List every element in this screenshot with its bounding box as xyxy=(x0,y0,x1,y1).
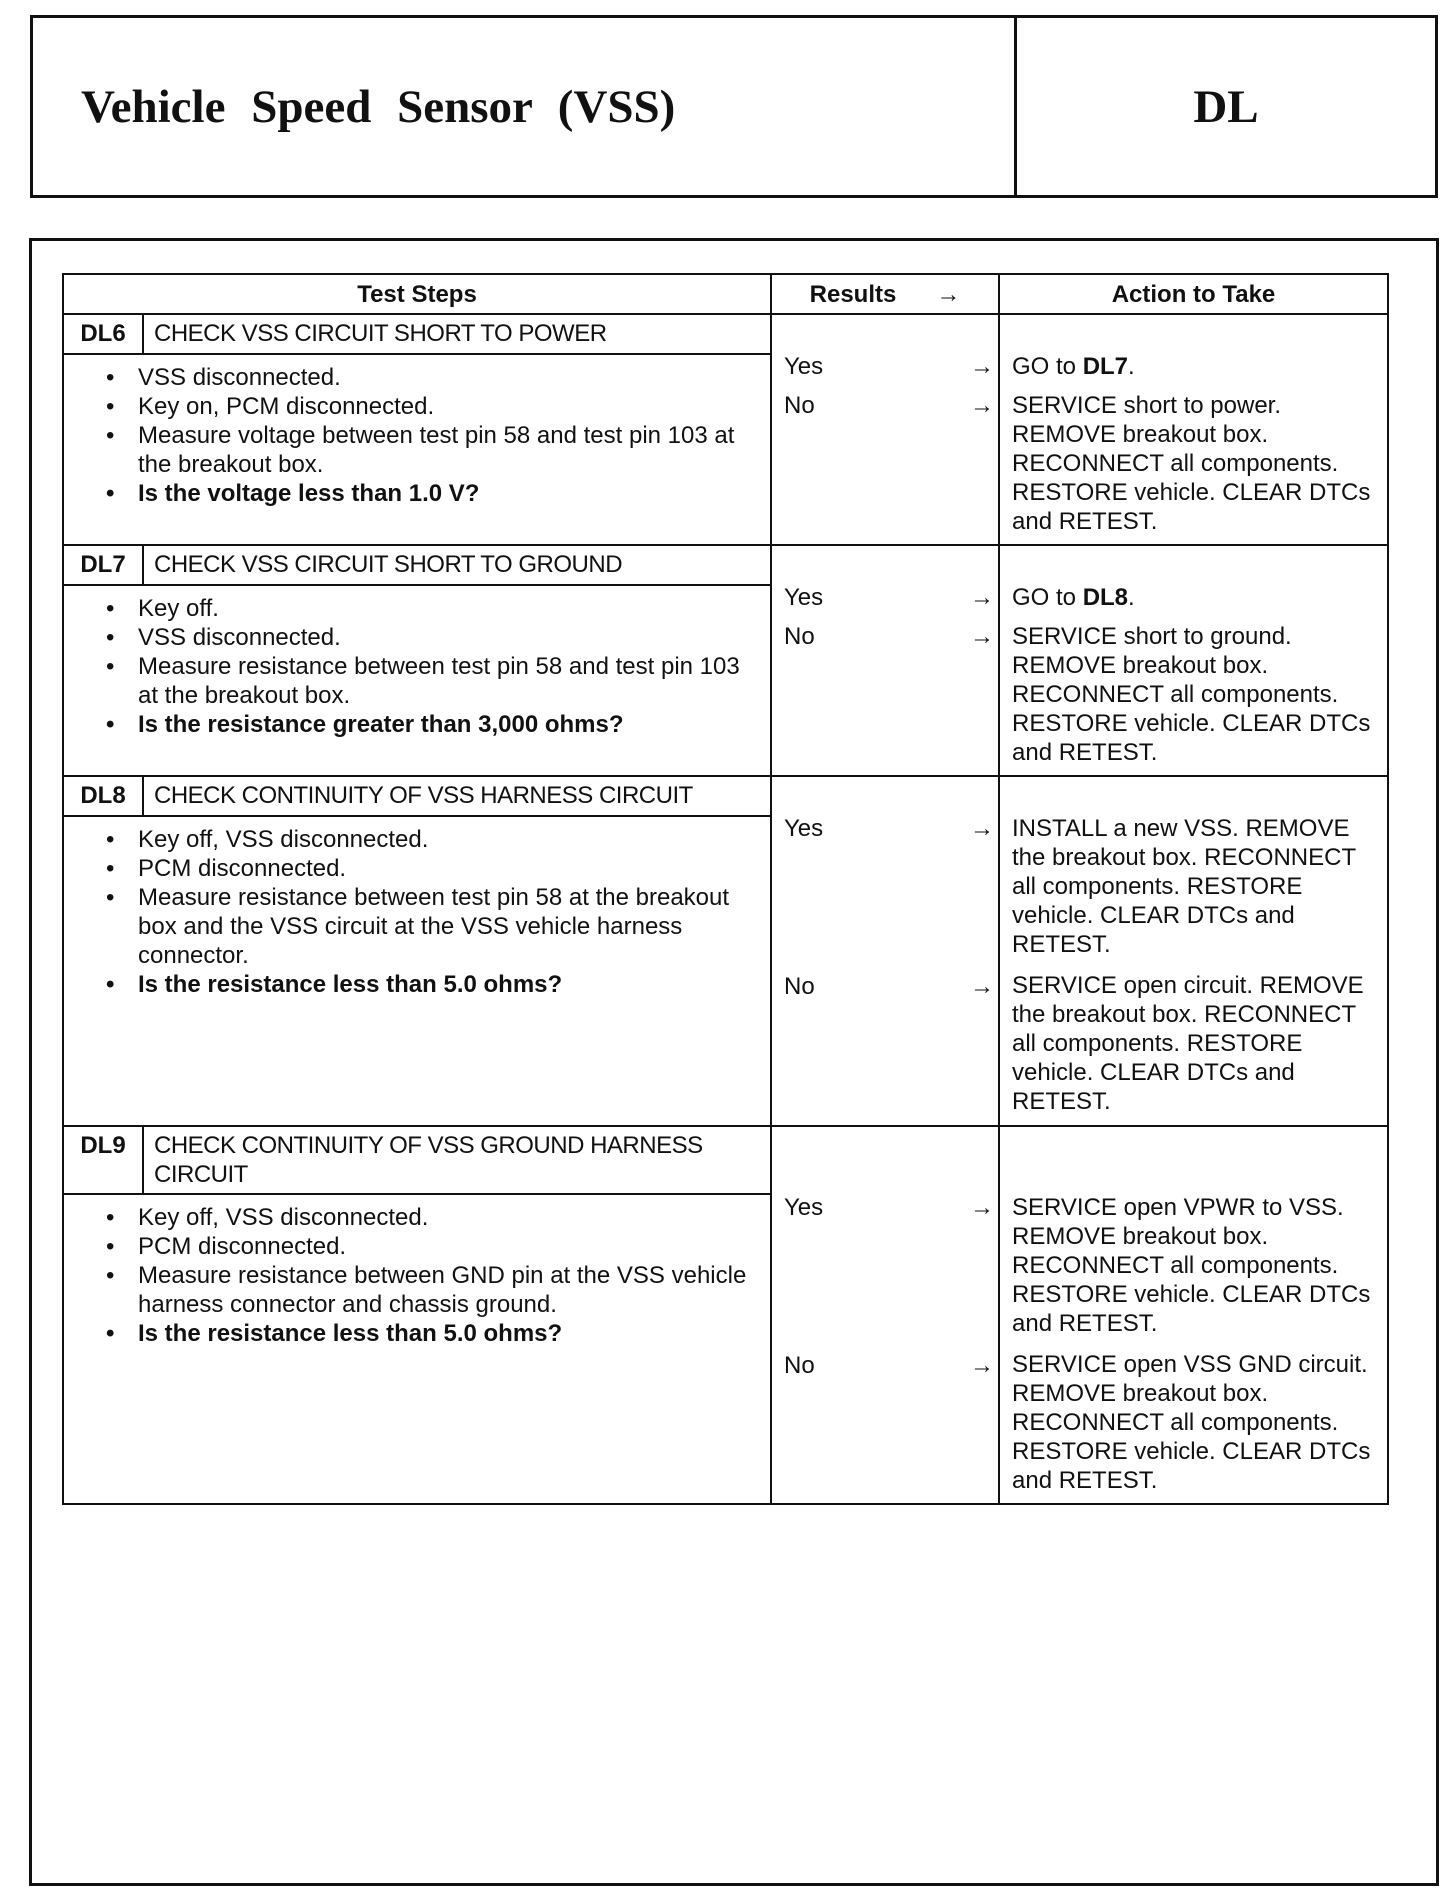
result-yes xyxy=(772,1193,998,1222)
table-row xyxy=(63,776,1388,816)
step-code: DL9 xyxy=(63,1126,143,1194)
action-no: SERVICE short to ground. REMOVE breakout box. RECONNECT all components. RESTORE vehicle. CLEAR DTCs and RETEST. xyxy=(1012,623,1371,766)
action-cell xyxy=(999,545,1388,776)
list-item: • VSS disconnected. xyxy=(100,363,758,392)
header-action: Action to Take xyxy=(999,274,1388,314)
action-cell xyxy=(999,314,1388,545)
step-procedure xyxy=(63,1194,771,1504)
list-item: • Key off. xyxy=(100,594,758,623)
result-label: No xyxy=(784,623,815,650)
action-text: . xyxy=(1128,353,1135,380)
test-steps-table xyxy=(62,273,1389,1505)
result-no xyxy=(772,972,998,1001)
list-item: • Measure voltage between test pin 58 and test pin 103 at the breakout box. xyxy=(100,421,758,479)
step-code: DL6 xyxy=(63,314,143,354)
list-item: • Measure resistance between test pin 58 and test pin 103 at the breakout box. xyxy=(100,652,758,710)
list-item: • PCM disconnected. xyxy=(100,854,758,883)
results-cell xyxy=(771,545,999,776)
arrow-icon: → xyxy=(936,280,961,308)
results-cell xyxy=(771,776,999,1126)
arrow-icon: → xyxy=(970,353,994,380)
header-results-label: Results xyxy=(809,280,897,308)
step-code: DL8 xyxy=(63,776,143,816)
list-item: • Measure resistance between GND pin at the VSS vehicle harness connector and chassis ground. xyxy=(100,1261,758,1319)
arrow-icon: → xyxy=(970,1194,994,1221)
result-label: No xyxy=(784,392,815,419)
step-check-title: CHECK CONTINUITY OF VSS HARNESS CIRCUIT xyxy=(143,776,771,816)
arrow-icon: → xyxy=(970,623,994,650)
action-no: SERVICE short to power. REMOVE breakout box. RECONNECT all components. RESTORE vehicle. CLEAR DTCs and RETEST. xyxy=(1012,392,1371,535)
step-link: DL8 xyxy=(1082,584,1129,611)
step-link: DL7 xyxy=(1082,353,1129,380)
result-label: Yes xyxy=(784,1194,824,1221)
result-no xyxy=(772,1351,998,1380)
action-no: SERVICE open VSS GND circuit. REMOVE breakout box. RECONNECT all components. RESTORE vehicle. CLEAR DTCs and RETEST. xyxy=(1012,1351,1371,1494)
result-yes xyxy=(772,814,998,843)
list-item: • Key on, PCM disconnected. xyxy=(100,392,758,421)
step-code: DL7 xyxy=(63,545,143,585)
list-item: • Measure resistance between test pin 58 at the breakout box and the VSS circuit at the VSS vehicle harness connector. xyxy=(100,883,758,970)
action-cell xyxy=(999,776,1388,1126)
step-question: • Is the resistance less than 5.0 ohms? xyxy=(100,1319,758,1348)
list-item: • PCM disconnected. xyxy=(100,1232,758,1261)
step-procedure xyxy=(63,816,771,1126)
action-yes xyxy=(1000,583,1387,612)
result-label: No xyxy=(784,1352,815,1379)
action-text: . xyxy=(1128,584,1135,611)
result-yes xyxy=(772,583,998,612)
results-cell xyxy=(771,314,999,545)
arrow-icon: → xyxy=(970,392,994,419)
result-yes xyxy=(772,352,998,381)
list-item: • VSS disconnected. xyxy=(100,623,758,652)
table-row xyxy=(63,545,1388,585)
table-header-row xyxy=(63,274,1388,314)
action-yes: SERVICE open VPWR to VSS. REMOVE breakout box. RECONNECT all components. RESTORE vehicle. CLEAR DTCs and RETEST. xyxy=(1012,1194,1371,1337)
result-label: Yes xyxy=(784,353,824,380)
step-check-title: CHECK CONTINUITY OF VSS GROUND HARNESS CIRCUIT xyxy=(143,1126,771,1194)
step-question: • Is the voltage less than 1.0 V? xyxy=(100,479,758,508)
result-label: Yes xyxy=(784,584,824,611)
action-cell xyxy=(999,1126,1388,1504)
result-label: No xyxy=(784,973,815,1000)
arrow-icon: → xyxy=(970,973,994,1000)
list-item: • Key off, VSS disconnected. xyxy=(100,1203,758,1232)
result-no xyxy=(772,391,998,420)
action-text: GO to xyxy=(1012,584,1083,611)
action-no: SERVICE open circuit. REMOVE the breakout box. RECONNECT all components. RESTORE vehicle. CLEAR DTCs and RETEST. xyxy=(1012,972,1364,1115)
step-question: • Is the resistance less than 5.0 ohms? xyxy=(100,970,758,999)
list-item: • Key off, VSS disconnected. xyxy=(100,825,758,854)
action-text: GO to xyxy=(1012,353,1083,380)
step-check-title: CHECK VSS CIRCUIT SHORT TO GROUND xyxy=(143,545,771,585)
step-check-title: CHECK VSS CIRCUIT SHORT TO POWER xyxy=(143,314,771,354)
step-procedure xyxy=(63,585,771,776)
section-code: DL xyxy=(1014,18,1435,195)
header-test-steps: Test Steps xyxy=(63,274,771,314)
arrow-icon: → xyxy=(970,815,994,842)
header-results xyxy=(771,274,999,314)
result-label: Yes xyxy=(784,815,824,842)
header-box xyxy=(30,15,1438,198)
step-procedure xyxy=(63,354,771,545)
arrow-icon: → xyxy=(970,584,994,611)
step-question: • Is the resistance greater than 3,000 ohms? xyxy=(100,710,758,739)
results-cell xyxy=(771,1126,999,1504)
action-yes: INSTALL a new VSS. REMOVE the breakout box. RECONNECT all components. RESTORE vehicle. CLEAR DTCs and RETEST. xyxy=(1012,815,1356,958)
table-row xyxy=(63,314,1388,354)
result-no xyxy=(772,622,998,651)
page-title: Vehicle Speed Sensor (VSS) xyxy=(81,80,676,133)
action-yes xyxy=(1000,352,1387,381)
table-row xyxy=(63,1126,1388,1194)
arrow-icon: → xyxy=(970,1352,994,1379)
